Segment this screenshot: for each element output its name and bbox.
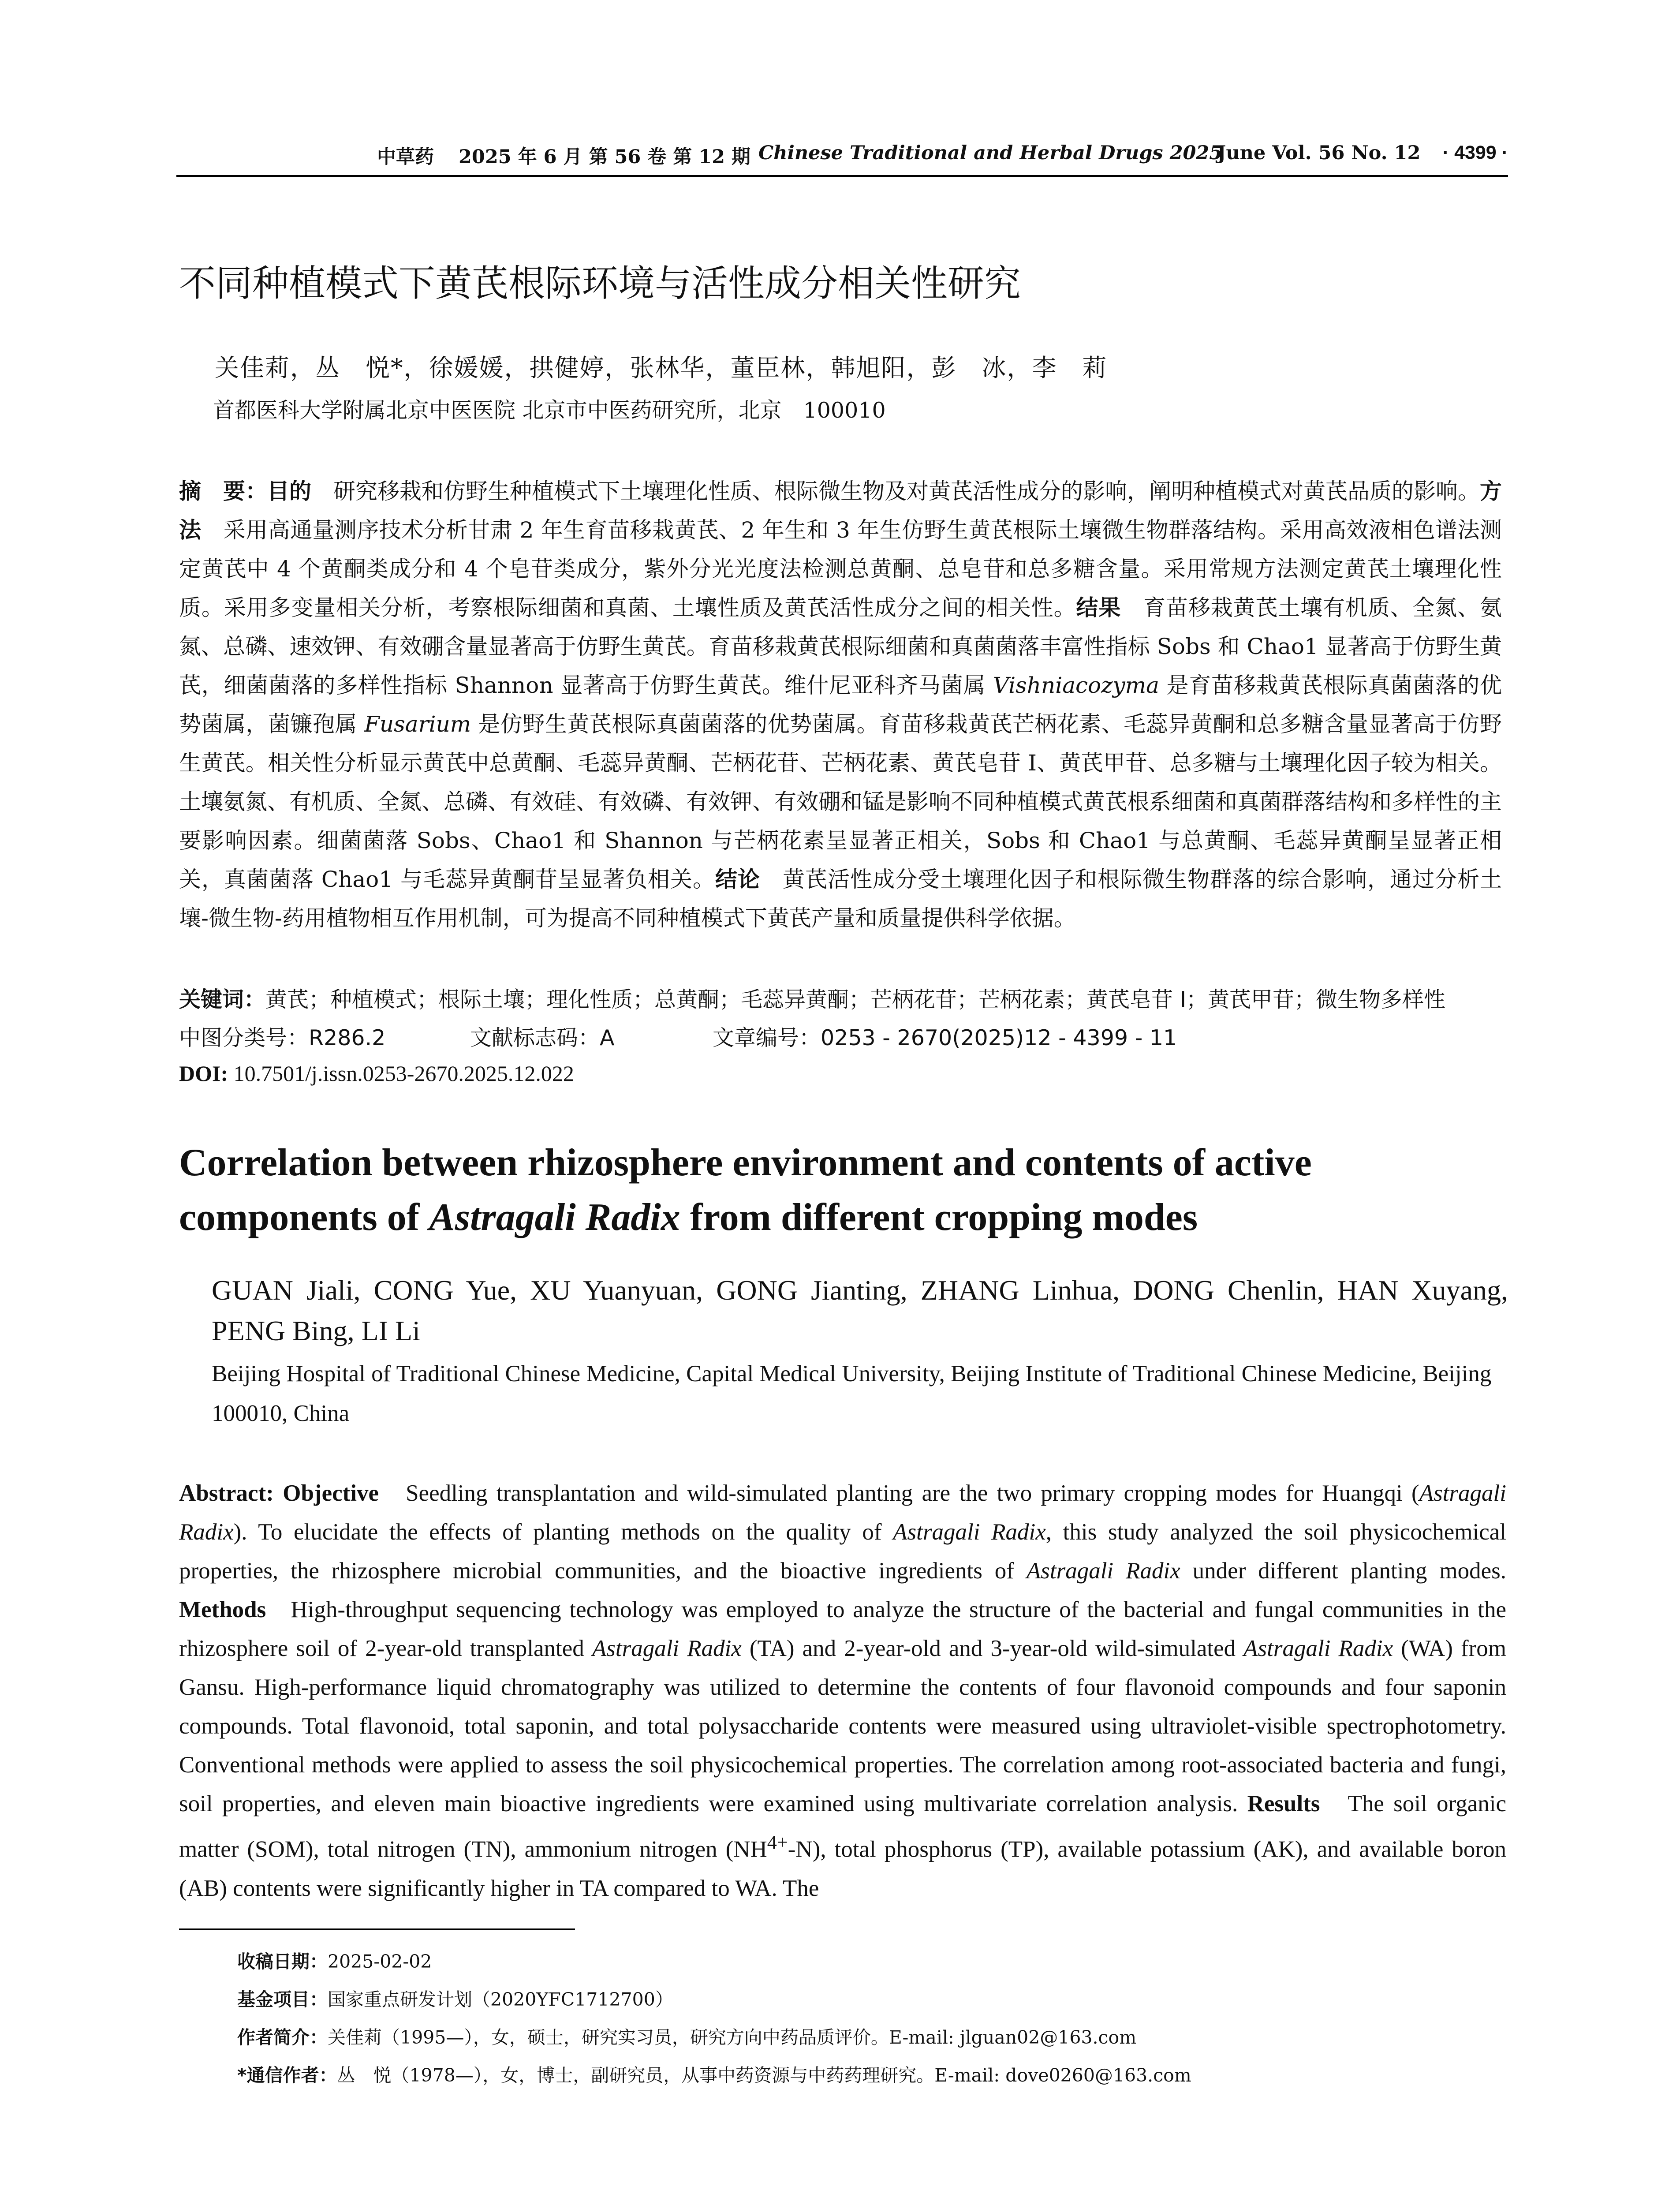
- footnote-key: 基金项目：: [237, 1989, 328, 2010]
- footnote-key: 作者简介：: [237, 2027, 328, 2048]
- article-number: 文章编号：0253 - 2670(2025)12 - 4399 - 11: [713, 1025, 1177, 1050]
- footnote-received: [237, 1947, 432, 1973]
- species-name: Astragali Radix: [1243, 1636, 1393, 1661]
- objective-label-cn: 目的: [267, 478, 311, 504]
- results-text-cn: 是仿野生黄芪根际真菌菌落的优势菌属。育苗移栽黄芪芒柄花素、毛蕊异黄酮和总多糖含量显著高于仿野生黄芪。相关性分析显示黄芪中总黄酮、毛蕊异黄酮、芒柄花苷、芒柄花素、黄芪皂苷 I、黄芪甲苷、总多糖与土壤理化因子较为相关。土壤氨氮、有机质、全氮、总磷、有效硅、有效磷、有效钾、有效硼和锰是影响不同种植模式黄芪根系细菌和真菌群落结构和多样性的主要影响因素。细菌菌落 Sobs、Chao1 和 Shannon 与芒柄花素呈显著正相关，Sobs 和 Chao1 与总黄酮、毛蕊异黄酮呈显著正相关，真菌菌落 Chao1 与毛蕊异黄酮苷呈显著负相关。: [179, 711, 1502, 892]
- abstract-cn: [179, 472, 1502, 938]
- title-en-species: Astragali Radix: [429, 1196, 680, 1239]
- affiliation-cn: 首都医科大学附属北京中医医院 北京市中医药研究所，北京 100010: [213, 398, 886, 423]
- results-text-cn: 育苗移栽黄芪土壤有机质、全氮、氨氮、总磷、速效钾、有效硼含量显著高于仿野生黄芪。育苗移栽黄芪根际细菌和真菌菌落丰富性指标 Sobs 和 Chao1 显著高于仿野生黄芪，细菌菌落的多样性指标 Shannon 显著高于仿野生黄芪。维什尼亚科齐马菌属: [179, 595, 1502, 698]
- species-name: Astragali Radix: [179, 1480, 1507, 1545]
- footnote-value: 2025-02-02: [328, 1951, 432, 1972]
- header-rule: [176, 175, 1508, 177]
- abstract-en: [179, 1474, 1506, 1908]
- doi: [179, 1061, 574, 1086]
- methods-text-cn: 采用高通量测序技术分析甘肃 2 年生育苗移栽黄芪、2 年生和 3 年生仿野生黄芪根际土壤微生物群落结构。采用高效液相色谱法测定黄芪中 4 个黄酮类成分和 4 个皂苷类成分，紫外分光光度法检测总黄酮、总皂苷和总多糖含量。采用常规方法测定黄芪土壤理化性质。采用多变量相关分析，考察根际细菌和真菌、土壤性质及黄芪活性成分之间的相关性。: [179, 517, 1502, 620]
- authors-en: GUAN Jiali, CONG Yue, XU Yuanyuan, GONG Jianting, ZHANG Linhua, DONG Chenlin, HAN Xuyang, PENG Bing, LI Li: [212, 1274, 1508, 1346]
- footnote-value: 关佳莉（1995—），女，硕士，研究实习员，研究方向中药品质评价。E-mail: jlguan02@163.com: [328, 2027, 1137, 2048]
- genus-name: Fusarium: [364, 711, 471, 737]
- species-name: Astragali Radix: [893, 1519, 1046, 1545]
- affiliation-en: Beijing Hospital of Traditional Chinese Medicine, Capital Medical University, Beijing Institute of Traditional Chinese Medicine, Beijing 100010, China: [212, 1361, 1492, 1426]
- footnote-author-bio: [237, 2023, 1136, 2049]
- conclusion-text-cn: 黄芪活性成分受土壤理化因子和根际微生物群落的综合影响，通过分析土壤-微生物-药用植物相互作用机制，可为提高不同种植模式下黄芪产量和质量提供科学依据。: [179, 867, 1502, 931]
- journal-name-en: Chinese Traditional and Herbal Drugs 2025: [758, 142, 1223, 164]
- keywords: [179, 983, 1502, 1013]
- running-header: [176, 142, 1508, 170]
- genus-name: Vishniacozyma: [993, 673, 1159, 698]
- title-cn: 不同种植模式下黄芪根际环境与活性成分相关性研究: [179, 262, 1021, 305]
- species-name: Astragali Radix: [592, 1636, 742, 1661]
- title-en: [179, 1136, 1511, 1245]
- keywords-text: 黄芪；种植模式；根际土壤；理化性质；总黄酮；毛蕊异黄酮；芒柄花苷；芒柄花素；黄芪皂苷 I；黄芪甲苷；微生物多样性: [265, 987, 1446, 1012]
- methods-text-en: (TA) and 2-year-old and 3-year-old wild-simulated: [741, 1636, 1244, 1661]
- footnote-key: 收稿日期：: [237, 1951, 328, 1972]
- title-en-text: from different cropping modes: [680, 1196, 1198, 1239]
- results-label-en: Results: [1247, 1791, 1320, 1816]
- document-code: 文献标志码：A: [470, 1025, 615, 1050]
- clc-number: 中图分类号：R286.2: [179, 1025, 386, 1050]
- superscript: 4+: [767, 1831, 788, 1853]
- footnote-funding: [237, 1985, 673, 2011]
- abstract-cn-label: 摘 要：: [179, 478, 267, 504]
- page-number: · 4399 ·: [1442, 142, 1508, 163]
- results-text-cn: 是育苗移栽黄芪根际真菌菌落的优势菌属，菌镰孢属: [179, 673, 1502, 737]
- objective-text-en: Seedling transplantation and wild-simulated planting are the two primary cropping modes for Huangqi (: [406, 1480, 1419, 1506]
- footnote-rule: [179, 1928, 575, 1930]
- doi-link[interactable]: 10.7501/j.issn.0253-2670.2025.12.022: [233, 1061, 574, 1086]
- objective-text-en: ). To elucidate the effects of planting methods on the quality of: [233, 1519, 893, 1545]
- footnote-key: *通信作者：: [237, 2065, 337, 2086]
- issue-info-cn: 2025 年 6 月 第 56 卷 第 12 期: [459, 146, 751, 168]
- results-text-en: The soil organic matter (SOM), total nitrogen (TN), ammonium nitrogen (NH: [179, 1791, 1506, 1862]
- methods-label-en: Methods: [179, 1597, 266, 1622]
- results-label-cn: 结果: [1076, 595, 1121, 620]
- issue-info-en: June Vol. 56 No. 12: [1217, 142, 1421, 164]
- objective-label-en: Objective: [283, 1480, 379, 1506]
- footnote-corresponding: [237, 2061, 1191, 2087]
- results-text-en: -N), total phosphorus (TP), available potassium (AK), and available boron (AB) contents were significantly higher in TA compared to WA. The: [179, 1836, 1506, 1901]
- footnote-value: 丛 悦（1978—），女，博士，副研究员，从事中药资源与中药药理研究。E-mail: dove0260@163.com: [337, 2065, 1191, 2086]
- footnote-value: 国家重点研发计划（2020YFC1712700）: [328, 1989, 673, 2010]
- doi-label: DOI:: [179, 1061, 228, 1086]
- methods-text-en: High-throughput sequencing technology was employed to analyze the structure of the bacterial and fungal communities in the rhizosphere soil of 2-year-old transplanted: [179, 1597, 1507, 1661]
- title-en-text: Correlation between rhizosphere environment and contents of active components of: [179, 1141, 1312, 1239]
- objective-text-en: , this study analyzed the soil physicochemical properties, the rhizosphere microbial communities, and the bioactive ingredients of: [179, 1519, 1506, 1584]
- keywords-label: 关键词：: [179, 987, 266, 1012]
- methods-label-cn: 方法: [179, 478, 1502, 543]
- abstract-en-label: Abstract:: [179, 1480, 274, 1506]
- objective-text-en: under different planting modes.: [1180, 1558, 1506, 1584]
- methods-text-en: (WA) from Gansu. High-performance liquid chromatography was utilized to determine the contents of four flavonoid compounds and four saponin compounds. Total flavonoid, total saponin, and total polysaccharide contents were measured using ultraviolet-visible spectrophotometry. Conventional methods were applied to assess the soil physicochemical properties. The correlation among root-associated bacteria and fungi, soil properties, and eleven main bioactive ingredients were examined using multivariate correlation analysis.: [179, 1636, 1506, 1816]
- authors-cn: 关佳莉，丛 悦*，徐媛媛，拱健婷，张林华，董臣林，韩旭阳，彭 冰，李 莉: [215, 354, 1108, 382]
- objective-text-cn: 研究移栽和仿野生种植模式下土壤理化性质、根际微生物及对黄芪活性成分的影响，阐明种植模式对黄芪品质的影响。: [333, 478, 1480, 504]
- species-name: Astragali Radix: [1026, 1558, 1180, 1584]
- journal-name-cn: 中草药: [377, 146, 434, 168]
- conclusion-label-cn: 结论: [715, 867, 760, 892]
